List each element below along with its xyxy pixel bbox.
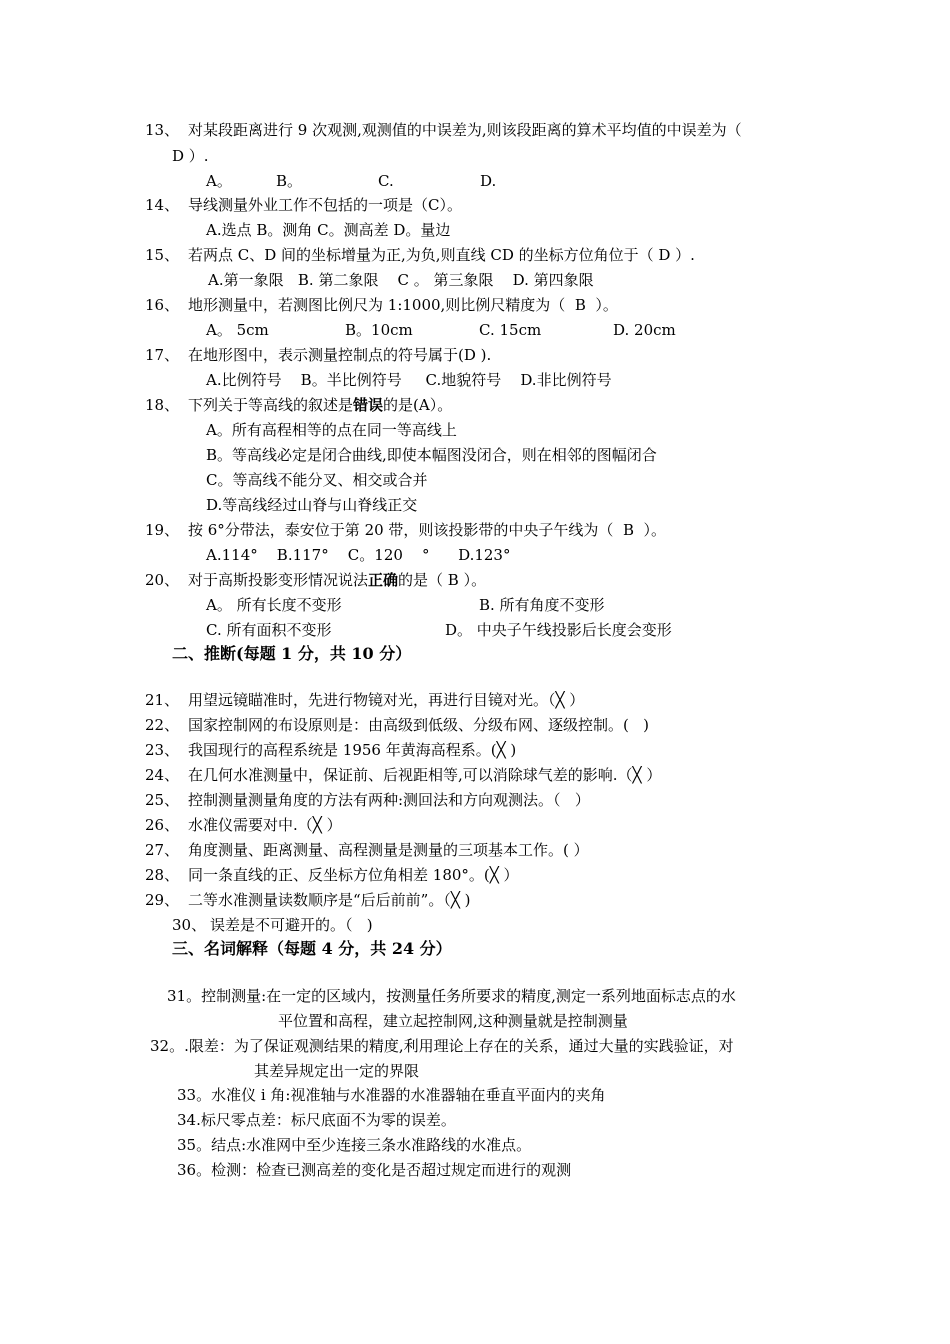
question-text: 按 6°分带法，泰安位于第 20 带，则该投影带的中央子午线为（ B ）。 xyxy=(188,521,667,539)
option-d: D. xyxy=(480,172,497,190)
option-a: A。 所有长度不变形 xyxy=(206,596,342,614)
definition-36: 36。检测：检查已测高差的变化是否超过规定而进行的观测 xyxy=(177,1161,572,1179)
section-heading-judgement: 二、推断(每题 1 分，共 10 分） xyxy=(172,644,412,663)
definition-34: 34.标尺零点差：标尺底面不为零的误差。 xyxy=(177,1111,456,1129)
definition-32-cont: 其差异规定出一定的界限 xyxy=(254,1062,420,1080)
option-a: A。 xyxy=(206,172,232,190)
question-text: 我国现行的高程系统是 1956 年黄海高程系。(╳ ) xyxy=(188,741,517,759)
option-b: B。等高线必定是闭合曲线,即使本幅图没闭合，则在相邻的图幅闭合 xyxy=(206,446,657,464)
question-text: 在地形图中，表示测量控制点的符号属于(D ). xyxy=(188,346,492,364)
question-text: 二等水准测量读数顺序是“后后前前”。（╳ ) xyxy=(188,891,471,909)
options: A.第一象限 B. 第二象限 C 。 第三象限 D. 第四象限 xyxy=(208,271,594,289)
option-d: D. 20cm xyxy=(613,321,676,339)
question-text: 用望远镜瞄准时，先进行物镜对光，再进行目镜对光。（╳ ） xyxy=(188,691,585,709)
question-text: 对某段距离进行 9 次观测,观测值的中误差为,则该段距离的算术平均值的中误差为（ xyxy=(188,121,742,139)
question-number: 24、 xyxy=(145,766,180,784)
question-number: 17、 xyxy=(145,346,180,364)
option-a: A。 5cm xyxy=(206,321,269,339)
question-number: 27、 xyxy=(145,841,180,859)
answer-text: D ）. xyxy=(172,147,209,165)
question-number: 28、 xyxy=(145,866,180,884)
definition-32: 32。.限差：为了保证观测结果的精度,利用理论上存在的关系，通过大量的实践验证，对 xyxy=(150,1037,734,1055)
question-number: 16、 xyxy=(145,296,180,314)
definition-33: 33。水准仪 i 角:视准轴与水准器的水准器轴在垂直平面内的夹角 xyxy=(177,1086,606,1104)
definition-35: 35。结点:水准网中至少连接三条水准路线的水准点。 xyxy=(177,1136,532,1154)
emphasis: 错误 xyxy=(353,396,384,414)
question-text: 水准仪需要对中.（╳ ） xyxy=(188,816,342,834)
question-text: 在几何水准测量中，保证前、后视距相等,可以消除球气差的影响.（╳ ） xyxy=(188,766,662,784)
question-text: 地形测量中，若测图比例尺为 1:1000,则比例尺精度为（ B ）。 xyxy=(188,296,618,314)
option-b: B。 xyxy=(276,172,303,190)
option-c: C. 15cm xyxy=(479,321,542,339)
question-text: 导线测量外业工作不包括的一项是（C）。 xyxy=(188,196,462,214)
definition-31: 31。控制测量:在一定的区域内，按测量任务所要求的精度,测定一系列地面标志点的水 xyxy=(167,987,736,1005)
option-b: B。10cm xyxy=(345,321,413,339)
question-number: 19、 xyxy=(145,521,180,539)
question-number: 30、 xyxy=(172,916,207,934)
question-number: 20、 xyxy=(145,571,180,589)
question-text: 对于高斯投影变形情况说法正确的是（ B ）。 xyxy=(188,571,487,589)
question-text: 若两点 C、D 间的坐标增量为正,为负,则直线 CD 的坐标方位角位于（ D ）. xyxy=(188,246,695,264)
question-number: 22、 xyxy=(145,716,180,734)
question-number: 15、 xyxy=(145,246,180,264)
question-number: 25、 xyxy=(145,791,180,809)
option-c: C. xyxy=(378,172,394,190)
option-c: C。等高线不能分叉、相交或合并 xyxy=(206,471,428,489)
question-number: 13、 xyxy=(145,121,180,139)
question-number: 29、 xyxy=(145,891,180,909)
option-d: D.等高线经过山脊与山脊线正交 xyxy=(206,496,418,514)
question-number: 21、 xyxy=(145,691,180,709)
options: A.比例符号 B。半比例符号 C.地貌符号 D.非比例符号 xyxy=(206,371,612,389)
definition-31-cont: 平位置和高程，建立起控制网,这种测量就是控制测量 xyxy=(278,1012,628,1030)
option-b: B. 所有角度不变形 xyxy=(479,596,605,614)
option-a: A。所有高程相等的点在同一等高线上 xyxy=(206,421,457,439)
option-c: C. 所有面积不变形 xyxy=(206,621,332,639)
question-text: 控制测量测量角度的方法有两种:测回法和方向观测法。（ ） xyxy=(188,791,590,809)
question-text: 国家控制网的布设原则是：由高级到低级、分级布网、逐级控制。( ) xyxy=(188,716,650,734)
options: A.选点 B。测角 C。测高差 D。量边 xyxy=(206,221,451,239)
question-text: 角度测量、距离测量、高程测量是测量的三项基本工作。( ） xyxy=(188,841,589,859)
question-text: 误差是不可避开的。（ ) xyxy=(210,916,373,934)
section-heading-terms: 三、名词解释（每题 4 分，共 24 分） xyxy=(172,939,452,958)
options: A.114° B.117° C。120 ° D.123° xyxy=(206,546,511,564)
question-text: 同一条直线的正、反坐标方位角相差 180°。(╳ ） xyxy=(188,866,519,884)
question-text: 下列关于等高线的叙述是错误的是(A）。 xyxy=(188,396,453,414)
question-number: 18、 xyxy=(145,396,180,414)
option-d: D。 中央子午线投影后长度会变形 xyxy=(445,621,672,639)
question-number: 23、 xyxy=(145,741,180,759)
question-number: 14、 xyxy=(145,196,180,214)
question-number: 26、 xyxy=(145,816,180,834)
emphasis: 正确 xyxy=(368,571,399,589)
